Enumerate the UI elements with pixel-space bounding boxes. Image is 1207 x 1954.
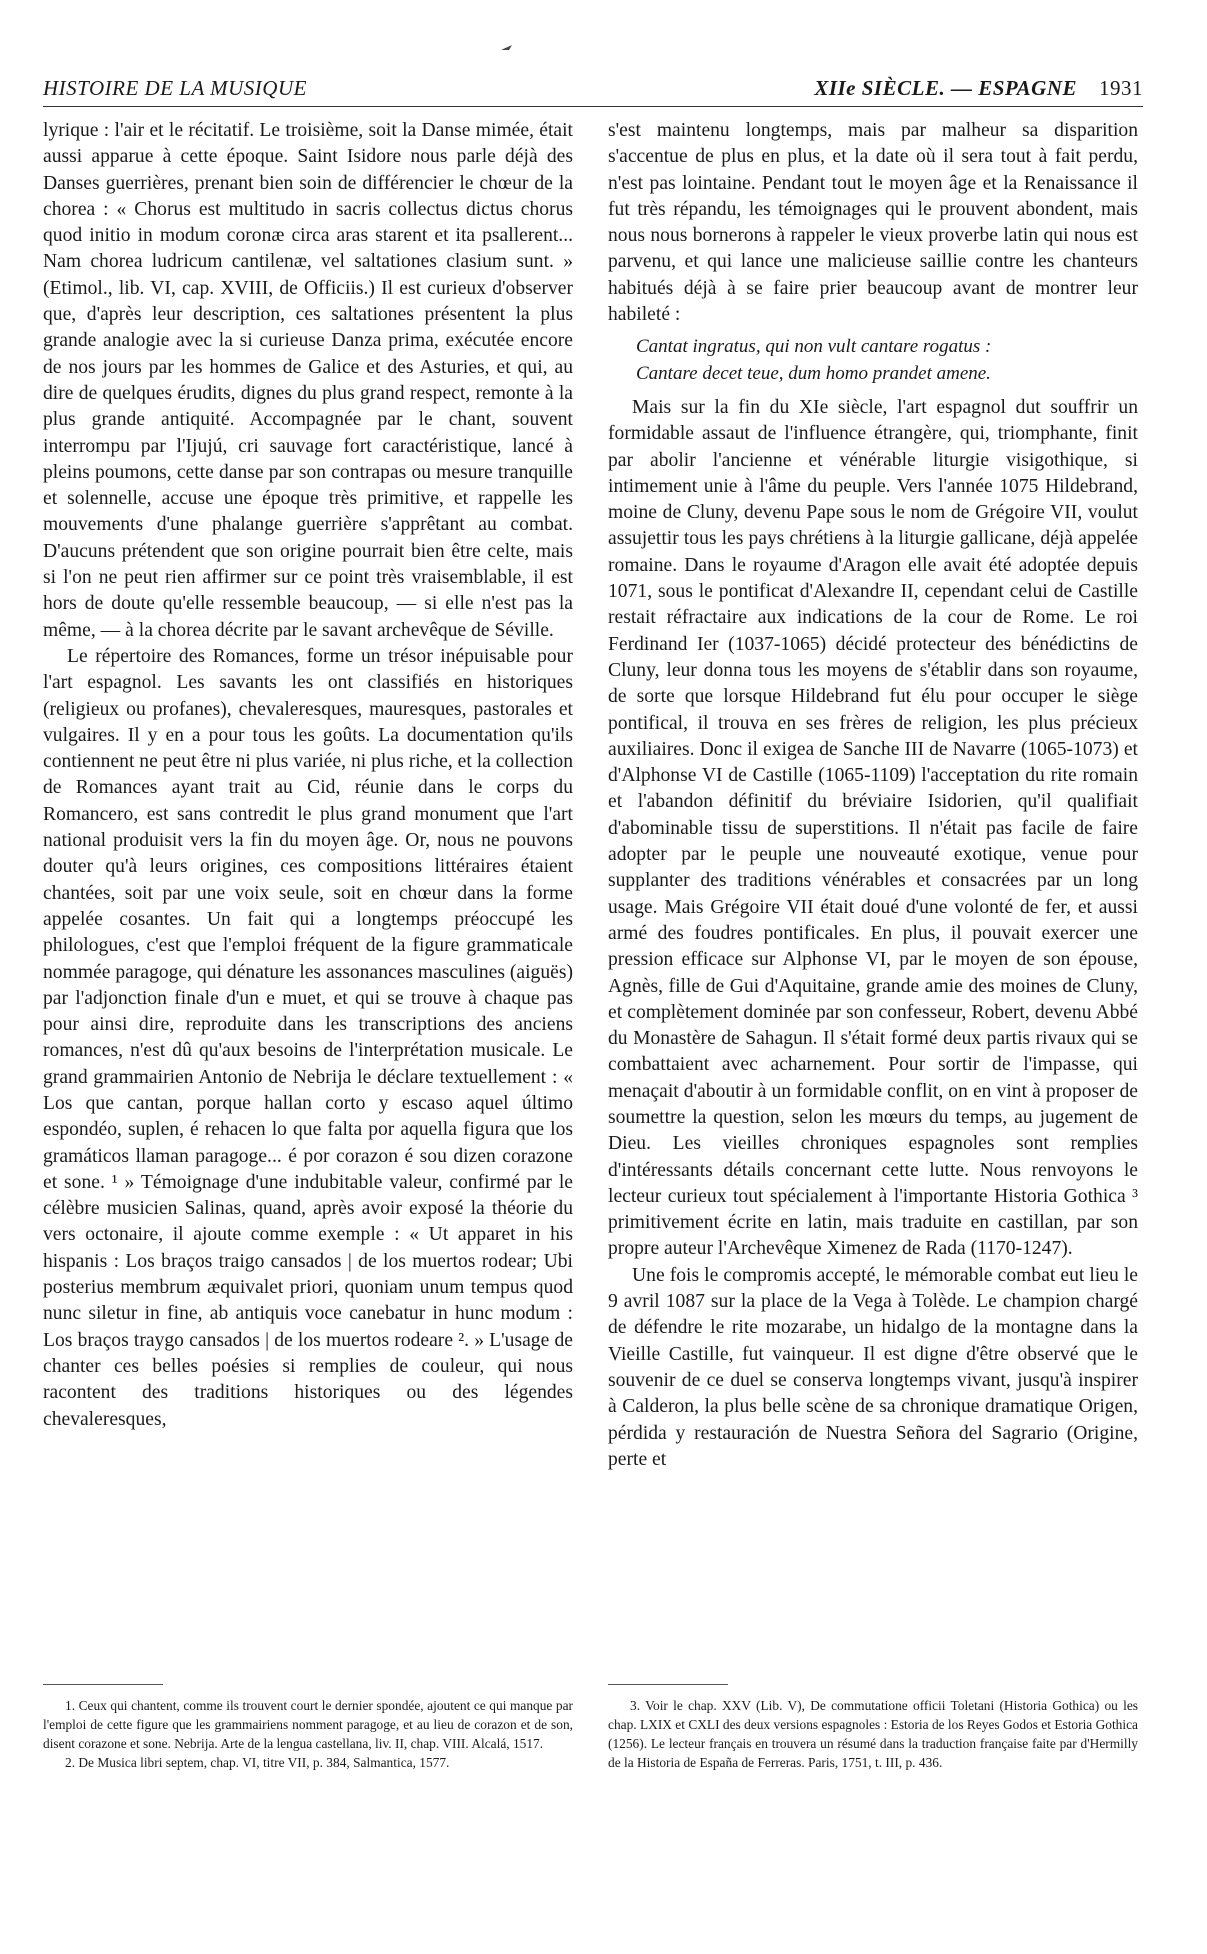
proverb-line-2: Cantare decet teue, dum homo prandet amene.	[636, 362, 991, 384]
left-column	[43, 118, 573, 1433]
right-column	[608, 118, 1138, 1473]
footnote-2: 2. De Musica libri septem, chap. VI, titre VII, p. 384, Salmantica, 1577.	[65, 1755, 450, 1770]
running-header	[43, 72, 1143, 104]
right-paragraph-intro: s'est maintenu longtemps, mais par malheur sa disparition s'accentue de plus en plus, et la date où il sera tout à fait perdu, n'est pas lointaine. Pendant tout le moyen âge et la Renaissance il fut très répandu, les témoignages qui le prouvent abondent, mais nous nous bornerons à rappeler le vieux proverbe latin qui nous est parvenu, et qui lance une malicieuse saillie contre les chanteurs habitués déjà à se faire prier beaucoup avant de montrer leur habileté :	[608, 120, 1138, 326]
footnotes-left	[43, 1696, 573, 1772]
page-number: 1931	[1099, 76, 1143, 100]
right-paragraph-2: Une fois le compromis accepté, le mémorable combat eut lieu le 9 avril 1087 sur la place de la Vega à Tolède. Le champion chargé de défendre le rite mozarabe, un hidalgo de la montagne dans la Vieille Castille, fut vainqueur. Il est digne d'être observé que le souvenir de ce duel se conserva longtemps vivant, jusqu'à inspirer à Calderon, la plus belle scène de sa chronique dramatique Origen, pérdida y restauración de Nuestra Señora del Sagrario (Origine, perte et	[608, 1264, 1138, 1470]
header-right	[814, 76, 1143, 101]
right-paragraph-1: Mais sur la fin du XIe siècle, l'art espagnol dut souffrir un formidable assaut de l'influence étrangère, qui, triomphante, finit par abolir l'ancienne et vénérable liturgie visigothique, si intimement unie à l'âme du peuple. Vers l'année 1075 Hildebrand, moine de Cluny, devenu Pape sous le nom de Grégoire VII, voulut assujettir tous les pays chrétiens à la liturgie gallicane, déjà appelée romaine. Dans le royaume d'Aragon elle avait été adoptée depuis 1071, sous le pontificat d'Alexandre II, cependant celui de Castille restait réfractaire aux indications de la cour de Rome. Le roi Ferdinand Ier (1037-1065) décidé protecteur des bénédictins de Cluny, leur donna tous les moyens de s'établir dans son royaume, de sorte que lorsque Hildebrand fut élu pour occuper le siège pontifical, il trouva en ses frères de religion, les plus précieux auxiliaires. Donc il exigea de Sanche III de Navarre (1065-1073) et d'Alphonse VI de Castille (1065-1109) l'acceptation du rite romain et l'abandon définitif du bréviaire Isidorien, qu'il qualifiait d'abominable tissu de superstitions. Il n'était pas facile de faire adopter par le peuple une nouveauté exotique, venue pour supplanter des traditions vénérables et consacrées par un long usage. Mais Grégoire VII était doué d'une volonté de fer, et aussi armé des foudres pontificales. En plus, il pouvait exercer une pression efficace sur Alphonse VI, par le moyen de son épouse, Agnès, fille de Gui d'Aquitaine, grande amie des moines de Cluny, et complètement dominée par son confesseur, Robert, devenu Abbé du Monastère de Sahagun. Il s'était formé deux partis rivaux qui se combattaient avec acharnement. Pour sortir de l'impasse, qui menaçait d'aboutir à un formidable conflit, on en vint à proposer de soumettre la question, selon les mœurs du temps, au jugement de Dieu. Les vieilles chroniques espagnoles sont remplies d'intéressants détails concernant cette lutte. Nous renvoyons le lecteur curieux tout spécialement à l'importante Historia Gothica ³ primitivement écrite en latin, mais traduite en castillan, par son propre auteur l'Archevêque Ximenez de Rada (1170-1247).	[608, 396, 1138, 1260]
header-left-title: HISTOIRE DE LA MUSIQUE	[43, 76, 307, 100]
ornament-mark	[500, 44, 514, 52]
footnote-rule-left	[43, 1684, 163, 1685]
footnotes-right	[608, 1696, 1138, 1772]
header-right-title: XIIe SIÈCLE. — ESPAGNE	[814, 76, 1077, 100]
left-paragraph-1: lyrique : l'air et le récitatif. Le troisième, soit la Danse mimée, était aussi apparue à cette époque. Saint Isidore nous parle déjà des Danses guerrières, prenant bien soin de différencier le chœur de la chorea : « Chorus est multitudo in sacris collectus dictus chorus quod initio in modum coronæ circa aras starent et ita psallerent... Nam chorea ludricum cantilenæ, vel saltationes clasium sunt. » (Etimol., lib. VI, cap. XVIII, de Officiis.) Il est curieux d'observer que, d'après leur description, ces saltationes présentent la plus grande analogie avec la si curieuse Danza prima, exécutée encore de nos jours par les hommes de Galice et des Asturies, et qui, au dire de quelques érudits, dignes du plus grand respect, remonte à la plus grande antiquité. Accompagnée par le chant, souvent interrompu par l'Ijujú, cri sauvage fort caractéristique, lancé à pleins poumons, cette danse par son contrapas ou mesure tranquille et solennelle, accuse une époque très primitive, et rappelle les mouvements d'une phalange guerrière s'apprêtant au combat. D'aucuns prétendent que son origine pourrait bien être celte, mais si l'on ne peut rien affirmer sur ce point très vraisemblable, il est hors de doute qu'elle ressemble beaucoup, — si elle n'est pas la même, — à la chorea décrite par le savant archevêque de Séville.	[43, 120, 573, 641]
left-paragraph-2: Le répertoire des Romances, forme un trésor inépuisable pour l'art espagnol. Les savants les ont classifiés en historiques (religieux ou profanes), chevaleresques, mauresques, pastorales et vulgaires. Il y en a pour tous les goûts. La documentation qu'ils contiennent ne peut être ni plus variée, ni plus riche, et la collection de Romances ayant trait au Cid, réunie dans le corps du Romancero, est sans contredit le plus grand monument que l'art national produisit vers la fin du moyen âge. Or, nous ne pouvons douter qu'à leurs origines, ces compositions littéraires étaient chantées, soit par une voix seule, soit en chœur dans la forme appelée cosantes. Un fait qui a longtemps préoccupé les philologues, c'est que l'emploi fréquent de la figure grammaticale nommée paragoge, qui dénature les assonances masculines (aiguës) par l'adjonction finale d'un e muet, et qui se trouve à chaque pas pour ainsi dire, reproduite dans les transcriptions des anciens romances, n'est dû qu'aux besoins de l'interprétation musicale. Le grand grammairien Antonio de Nebrija le déclare textuellement : « Los que cantan, porque hallan corto y escaso aquel último espondéo, suplen, é rehacen lo que falta por aquella figura que los gramáticos llaman paragoge... é por corazon é sou dizen corazone et sone. ¹ » Témoignage d'une indubitable valeur, confirmé par le célèbre musicien Salinas, quand, après avoir exposé la théorie du vers octonaire, il ajoute comme exemple : « Ut apparet in his hispanis : Los braços traigo cansados | de los muertos rodear; Ubi posterius membrum æquivalet priori, quoniam unum tempus quod nunc siletur in fine, ab antiquis voce canebatur in hunc modum : Los braços traygo cansados | de los muertos rodeare ². » L'usage de chanter ces belles poésies si remplies de couleur, qui nous racontent des traditions historiques ou des légendes chevaleresques,	[43, 645, 573, 1430]
proverb-line-1: Cantat ingratus, qui non vult cantare rogatus :	[636, 336, 992, 358]
latin-proverb	[608, 334, 1138, 387]
footnote-1: 1. Ceux qui chantent, comme ils trouvent court le dernier spondée, ajoutent ce qui manque par l'emploi de cette figure que les grammairiens nomment paragoge, et au lieu de corazon et de son, disent corazone et sone. Nebrija. Arte de la lengua castellana, liv. II, chap. VIII. Alcalá, 1517.	[43, 1698, 573, 1751]
footnote-rule-right	[608, 1684, 728, 1685]
footnote-3: 3. Voir le chap. XXV (Lib. V), De commutatione officii Toletani (Historia Gothica) ou les chap. LXIX et CXLI des deux versions espagnoles : Estoria de los Reyes Godos et Estoria Gothica (1256). Le lecteur français en trouvera un résumé dans la traduction française faite par d'Hermilly de la Historia de España de Ferreras. Paris, 1751, t. III, p. 436.	[608, 1698, 1138, 1770]
header-rule	[43, 106, 1143, 107]
